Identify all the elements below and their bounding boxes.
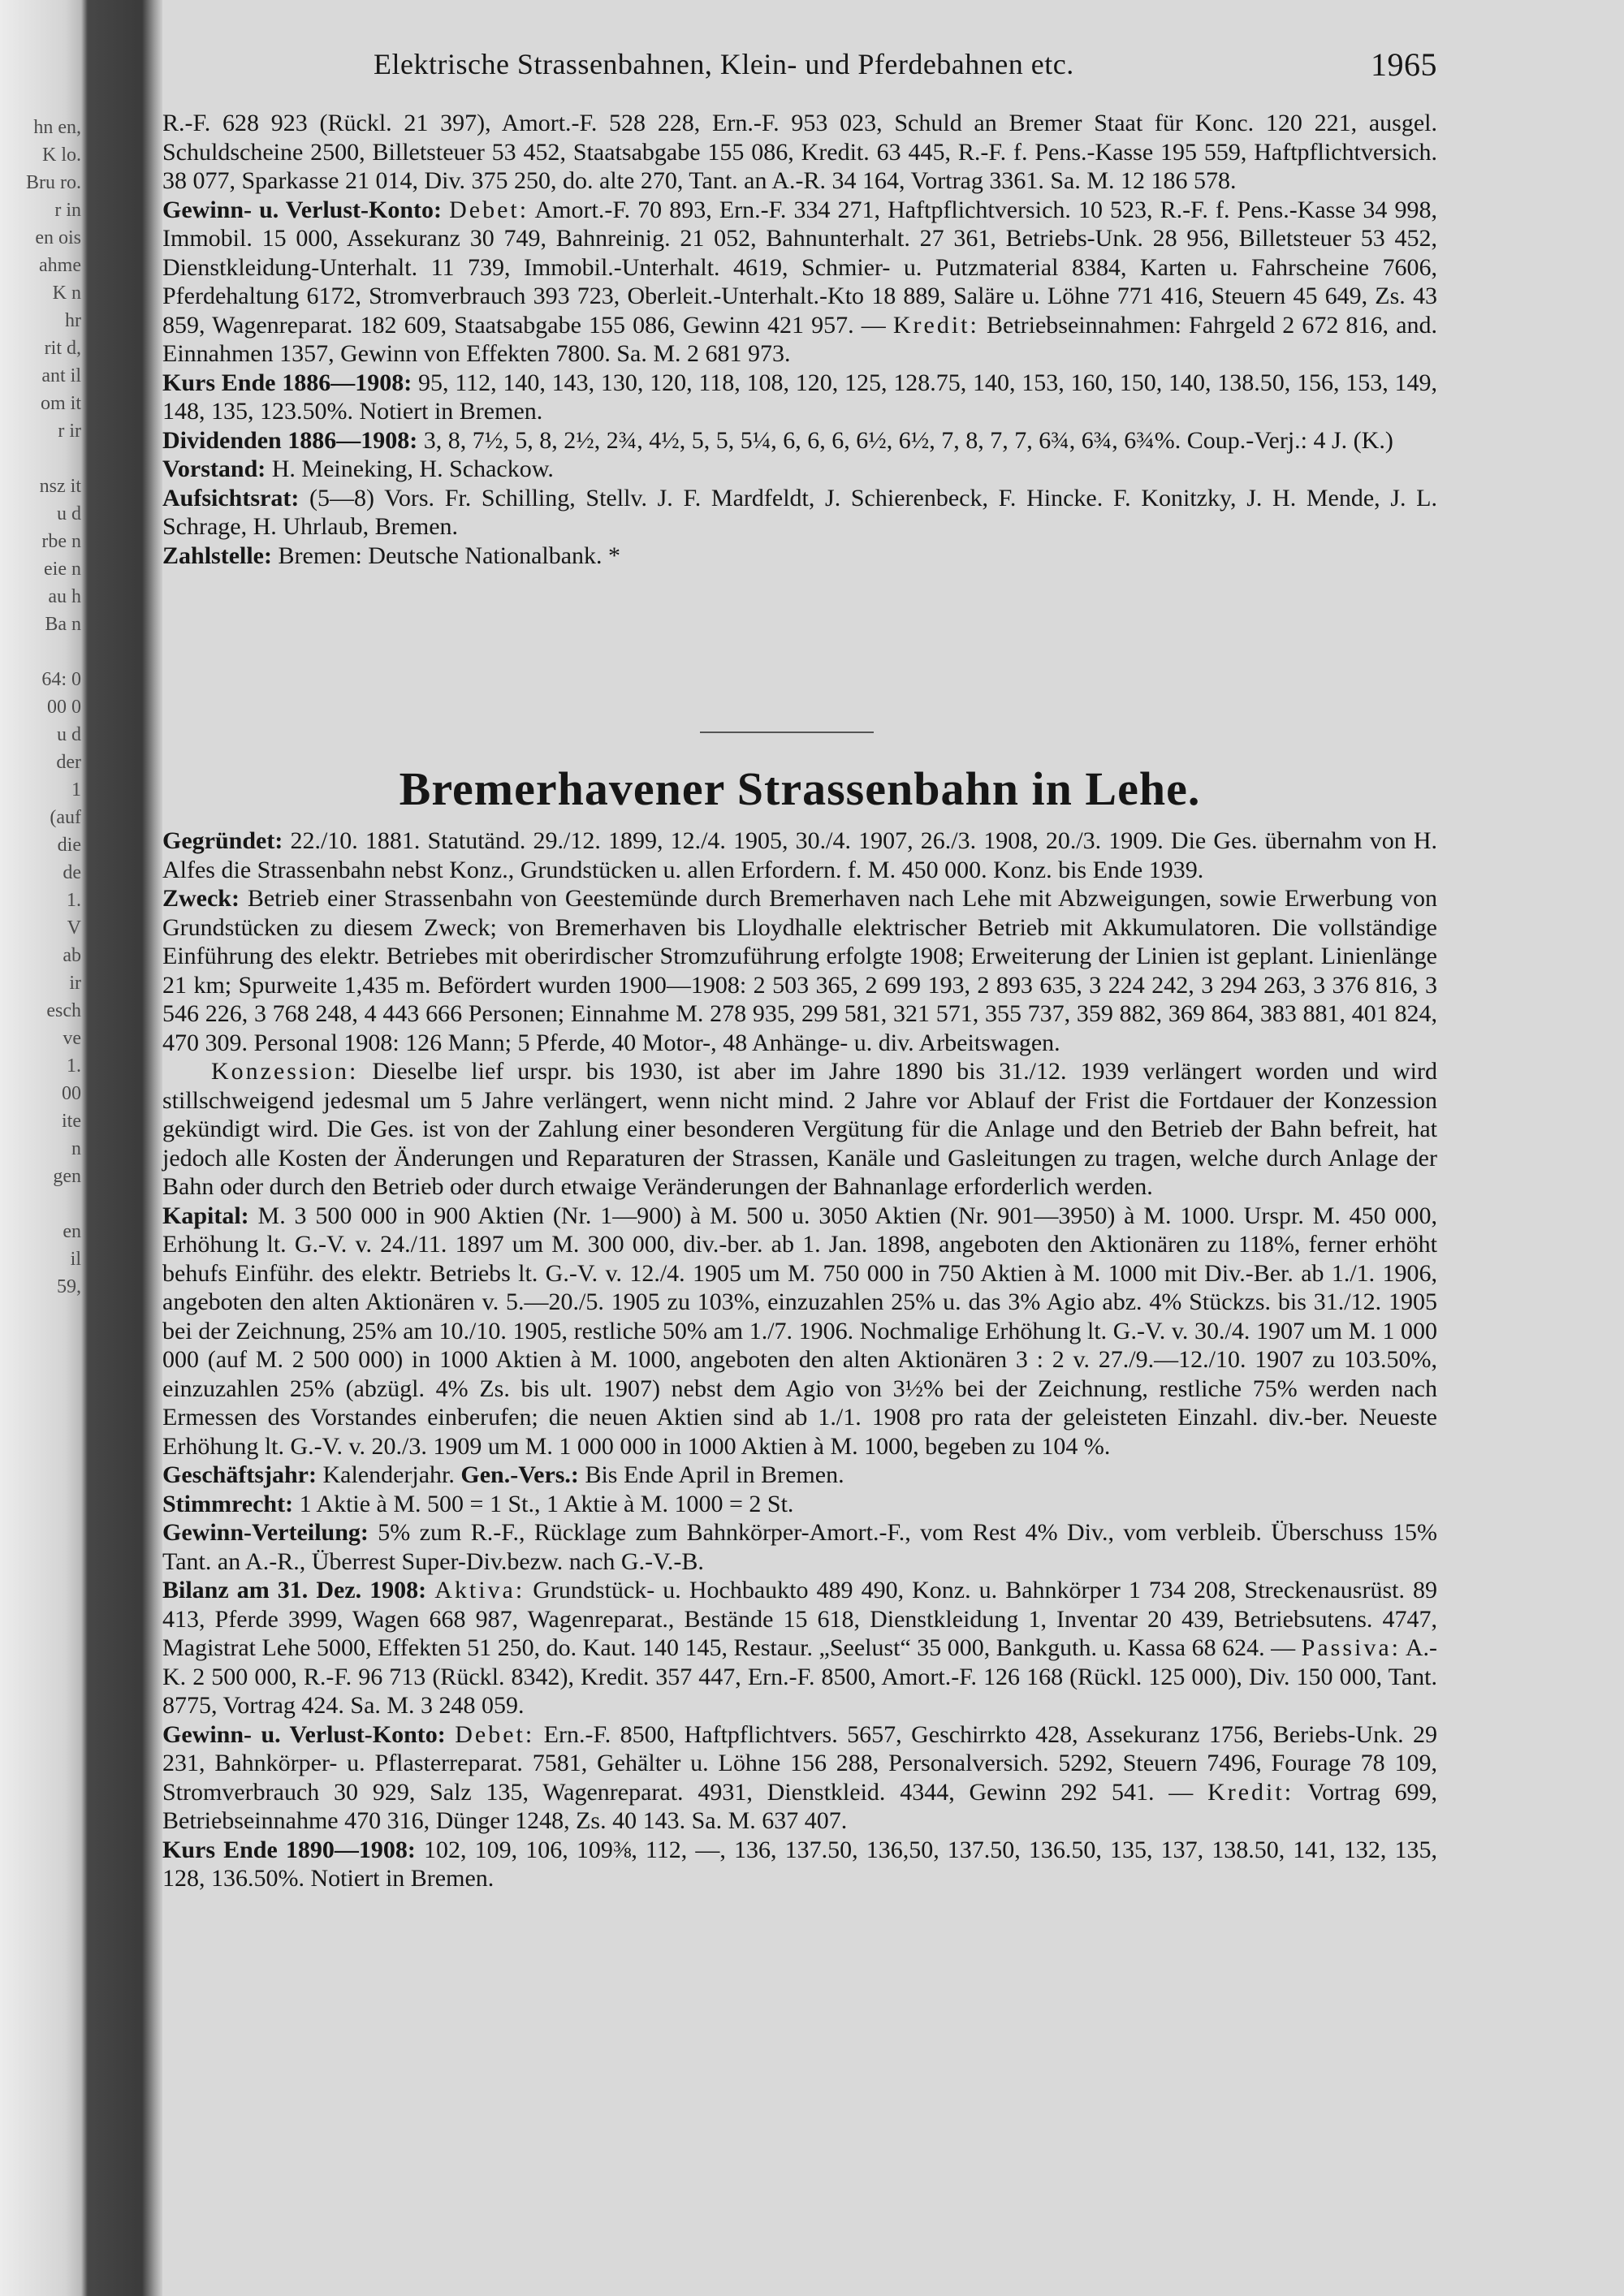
guv-debet-label: Debet:: [455, 1720, 535, 1748]
aktiva-label: Aktiva:: [434, 1577, 525, 1603]
spine-fragment: [0, 638, 81, 666]
profit-loss-label: Gewinn- u. Verlust-Konto:: [162, 196, 443, 223]
spine-fragment: rbe n: [41, 531, 81, 552]
spine-fragment: 00: [62, 1083, 81, 1104]
kurs: [162, 1836, 1437, 1893]
gegruendet-label: Gegründet:: [162, 827, 283, 854]
konzession-text: Dieselbe lief urspr. bis 1930, ist aber im Jahre 1890 bis 31./12. 1939 verlängert worden und wird stillschweigend jedesmal um 5 Jahre verlängert, wenn nicht mind. 2 Jahre vor Ablauf der Frist die Fortdauer der Konzession gekündigt wird. Die Ges. ist von der Zahlung einer besonderen Vergütung für die Anlage und den Betrieb der Bahn befreit, hat jedoch alle Kosten der Änderungen und Reparaturen der Strassen, Kanäle und Gasleitungen zu tragen, welche durch Anlage der Bahn oder durch den Betrieb oder durch etwaige Veränderungen der Bahnanlage erforderlich werden.: [162, 1058, 1438, 1200]
facing-page-fragments: [0, 114, 81, 1301]
spine-fragment: die: [57, 835, 81, 856]
spine-fragment: der: [56, 752, 81, 773]
konzession: [162, 1057, 1437, 1202]
spine-fragment: [0, 1190, 81, 1218]
spine-fragment: rit d,: [44, 338, 81, 359]
stimmrecht-label: Stimmrecht:: [162, 1490, 294, 1517]
spine-fragment: de: [63, 862, 81, 883]
spine-fragment: u d: [57, 724, 81, 745]
company-entry: [162, 826, 1437, 1893]
vorstand-previous: [162, 455, 1437, 484]
company-heading: Bremerhavener Strassenbahn in Lehe.: [399, 762, 1201, 815]
bilanz: [162, 1576, 1437, 1720]
passiva-label: Passiva:: [1301, 1634, 1401, 1661]
geschaeftsjahr: [162, 1461, 1437, 1490]
stimmrecht-text: 1 Aktie à M. 500 = 1 St., 1 Aktie à M. 1000 = 2 St.: [299, 1490, 794, 1517]
spine-fragment: (auf: [50, 807, 81, 828]
spine-fragment: 64: 0: [41, 669, 81, 690]
passiva-text: A.-K. 2 500 000, R.-F. 96 713 (Rückl. 8342), Kredit. 357 447, Ern.-F. 8500, Amort.-F. 126 168 (Rückl. 125 000), Div. 150 000, Tant. 8775, Vortrag 424. Sa. M. 3 248 059.: [162, 1634, 1438, 1719]
gewinn-verlust-label: Gewinn- u. Verlust-Konto:: [162, 1720, 446, 1748]
dividenden-label: Dividenden 1886—1908:: [162, 426, 418, 454]
spine-fragment: r in: [54, 200, 81, 221]
kurs-text-company: 102, 109, 106, 109⅜, 112, —, 136, 137.50, 136,50, 137.50, 136.50, 135, 137, 138.50, 141, 132, 135, 128, 136.50%. Notiert in Bremen.: [162, 1836, 1438, 1892]
spine-fragment: r ir: [58, 421, 81, 442]
debet-text: Amort.-F. 70 893, Ern.-F. 334 271, Haftpflichtversich. 10 523, R.-F. f. Pens.-Kasse 34 998, Immobil. 15 000, Assekuranz 30 749, Bahnreinig. 21 052, Bahnunterhalt. 27 361, Betriebs-Unk. 28 956, Billetsteuer 53 452, Dienstkleidung-Unterhalt. 11 739, Immobil.-Unterhalt. 4619, Schmier- u. Putzmaterial 8384, Karten u. Fahrscheine 7606, Pferdehaltung 6172, Stromverbrauch 393 723, Oberleit.-Unterhalt.-Kto 18 889, Saläre u. Löhne 771 416, Steuern 45 649, Zs. 43 859, Wagenreparat. 182 609, Staatsabgabe 155 086, Gewinn 421 957. —: [162, 196, 1437, 339]
gegruendet: [162, 826, 1437, 884]
spine-fragment: V: [67, 917, 81, 939]
spine-fragment: ahme: [39, 255, 81, 276]
header-title: Elektrische Strassenbahnen, Klein- und Pferdebahnen etc.: [374, 48, 1074, 80]
aufsichtsrat-previous: [162, 484, 1437, 542]
gewinn-verlust: [162, 1720, 1437, 1836]
spine-fragment: il: [70, 1249, 81, 1270]
kapital-label: Kapital:: [162, 1202, 249, 1229]
zweck: [162, 884, 1437, 1057]
spine-fragment: [0, 445, 81, 473]
spine-fragment: ve: [63, 1028, 81, 1049]
gen-vers-label: Gen.-Vers.:: [460, 1461, 579, 1488]
balance-continuation: R.-F. 628 923 (Rückl. 21 397), Amort.-F. 528 228, Ern.-F. 953 023, Schuld an Bremer Staat für Konc. 120 221, ausgel. Schuldscheine 2500, Billetsteuer 53 452, Staatsabgabe 155 086, Kredit. 63 445, R.-F. f. Pens.-Kasse 195 559, Haftpflichtversich. 38 077, Sparkasse 21 014, Div. 375 250, do. alte 270, Tant. an A.-R. 34 164, Vortrag 3361. Sa. M. 12 186 578.: [162, 110, 1437, 194]
spine-fragment: au h: [48, 586, 81, 607]
spine-fragment: eie n: [44, 559, 81, 580]
page-number: 1965: [1371, 46, 1437, 83]
zahlstelle-label: Zahlstelle:: [162, 542, 272, 569]
gen-vers-text: Bis Ende April in Bremen.: [585, 1461, 844, 1488]
spine-fragment: en: [63, 1221, 81, 1242]
debet-label: Debet:: [449, 196, 529, 223]
kapital-text: M. 3 500 000 in 900 Aktien (Nr. 1—900) à M. 500 u. 3050 Aktien (Nr. 901—3950) à M. 1000. Urspr. M. 450 000, Erhöhung lt. G.-V. v. 24./11. 1897 um M. 300 000, div.-ber. ab 1. Jan. 1898, angeboten den Aktionären zu 118%, ferner erhöht behufs Einführ. des elektr. Betriebs lt. G.-V. v. 12./4. 1905 um M. 750 000 in 750 Aktien à M. 1000 mit Div.-Ber. ab 1./1. 1906, angeboten den alten Aktionären v. 5.—20./5. 1905 zu 103%, einzuzahlen 25% u. das 3% Agio abz. 4% Stückzs. bis 31./12. 1905 bei der Zeichnung, 25% am 10./10. 1905, restliche 50% am 1./7. 1906. Nochmalige Erhöhung lt. G.-V. v. 30./4. 1907 um M. 1 000 000 (auf M. 2 500 000) in 1000 Aktien à M. 1000, angeboten den alten Aktionären 3 : 2 v. 27./9.—12./10. 1907 zu 103.50%, einzuzahlen 25% (abzügl. 4% Zs. bis ult. 1907) nebst dem Agio von 3½% bei der Zeichnung, restliche 75% werden nach Ermessen des Vorstandes einberufen; die neuen Aktien sind ab 1./1. 1908 pro rata der geleisteten Einzahl. div.-ber. Neueste Erhöhung lt. G.-V. v. 20./3. 1909 um M. 1 000 000 in 1000 Aktien à M. 1000, begeben zu 104 %.: [162, 1202, 1438, 1460]
spine-fragment: K lo.: [42, 145, 81, 166]
spine-fragment: 1.: [67, 890, 81, 911]
vorstand-label: Vorstand:: [162, 455, 266, 482]
zahlstelle-text: Bremen: Deutsche Nationalbank. *: [278, 542, 621, 569]
profit-loss-previous: [162, 196, 1437, 369]
spine-fragment: nsz it: [39, 476, 81, 497]
spine-fragment: hn en,: [33, 117, 81, 138]
kurs-text: 95, 112, 140, 143, 130, 120, 118, 108, 120, 125, 128.75, 140, 153, 160, 150, 140, 138.50, 156, 153, 149, 148, 135, 123.50%. Notiert in Bremen.: [162, 369, 1438, 425]
gewinn-verteilung: [162, 1518, 1437, 1576]
book-spine: [0, 0, 162, 2296]
kurs-label: Kurs Ende 1886—1908:: [162, 369, 412, 396]
spine-fragment: 59,: [57, 1276, 81, 1297]
spine-fragment: en ois: [35, 227, 81, 248]
spine-fragment: u d: [57, 503, 81, 524]
kredit-text: Betriebseinnahmen: Fahrgeld 2 672 816, and. Einnahmen 1357, Gewinn von Effekten 7800. Sa. M. 2 681 973.: [162, 311, 1438, 367]
spine-fragment: esch: [46, 1000, 81, 1021]
guv-kredit-label: Kredit:: [1207, 1778, 1294, 1806]
gewinn-verteilung-label: Gewinn-Verteilung:: [162, 1519, 369, 1546]
gegruendet-text: 22./10. 1881. Statutänd. 29./12. 1899, 12./4. 1905, 30./4. 1907, 26./3. 1908, 20./3. 1909. Die Ges. übernahm von H. Alfes die Strassenbahn nebst Konz., Grundstücken u. allen Erfordern. f. M. 450 000. Konz. bis Ende 1939.: [162, 827, 1437, 883]
aufsichtsrat-label: Aufsichtsrat:: [162, 484, 300, 511]
guv-kredit-text: Vortrag 699, Betriebseinnahme 470 316, Dünger 1248, Zs. 40 143. Sa. M. 637 407.: [162, 1778, 1437, 1834]
vorstand-text: H. Meineking, H. Schackow.: [271, 455, 554, 482]
spine-fragment: 1.: [67, 1055, 81, 1077]
spine-fragment: gen: [53, 1166, 81, 1187]
spine-fragment: ite: [62, 1111, 81, 1132]
kapital: [162, 1202, 1437, 1461]
zweck-text: Betrieb einer Strassenbahn von Geestemünde durch Bremerhaven nach Lehe mit Abzweigungen, sowie Erwerbung von Grundstücken zu diesem Zweck; von Bremerhaven bis Lloydhalle elektrischer Betrieb mit Akkumulatoren. Die vollständige Einführung des elektr. Betriebes mit oberirdischer Stromzuführung erfolgte 1908; Erweiterung der Linien ist geplant. Linienlänge 21 km; Spurweite 1,435 m. Befördert wurden 1900—1908: 2 503 365, 2 699 193, 2 893 635, 3 224 242, 3 294 263, 3 376 816, 3 546 226, 3 768 248, 4 443 666 Personen; Einnahme M. 278 935, 299 581, 321 571, 355 737, 359 882, 369 864, 383 881, 401 824, 470 309. Personal 1908: 126 Mann; 5 Pferde, 40 Motor-, 48 Anhänge- u. div. Arbeitswagen.: [162, 885, 1437, 1056]
zahlstelle-previous: [162, 542, 1437, 571]
geschaeftsjahr-text: Kalenderjahr.: [322, 1461, 455, 1488]
dividenden-previous: [162, 426, 1437, 455]
spine-fragment: n: [71, 1138, 81, 1159]
spine-fragment: 00 0: [47, 697, 81, 718]
spine-fragment: ant il: [41, 365, 81, 386]
running-header: [211, 47, 1437, 84]
spine-fragment: om it: [40, 393, 81, 414]
aktiva-text: Grundstück- u. Hochbaukto 489 490, Konz. u. Bahnkörper 1 734 208, Streckenausrüst. 89 413, Pferde 3999, Wagen 668 987, Wagenreparat., Bestände 15 618, Dienstkleidung 1, Inventar 20 439, Betriebsutens. 4747, Magistrat Lehe 5000, Effekten 51 250, do. Kaut. 140 145, Restaur. „Seelust“ 35 000, Bankguth. u. Kassa 68 624. —: [162, 1577, 1438, 1661]
section-divider: [700, 732, 874, 733]
previous-entry-continuation: [162, 109, 1437, 570]
spine-fragment: 1: [71, 779, 81, 801]
konzession-label: Konzession:: [211, 1058, 359, 1085]
spine-fragment: Ba n: [45, 614, 81, 635]
gewinn-verteilung-text: 5% zum R.-F., Rücklage zum Bahnkörper-Amort.-F., vom Rest 4% Div., vom verbleib. Überschuss 15% Tant. an A.-R., Überrest Super-Div.bezw. nach G.-V.-B.: [162, 1519, 1438, 1575]
spine-fragment: Bru ro.: [26, 172, 81, 193]
stimmrecht: [162, 1490, 1437, 1519]
spine-fragment: K n: [52, 283, 81, 304]
spine-fragment: ab: [63, 945, 81, 966]
geschaeftsjahr-label: Geschäftsjahr:: [162, 1461, 317, 1488]
aufsichtsrat-text: (5—8) Vors. Fr. Schilling, Stellv. J. F. Mardfeldt, J. Schierenbeck, F. Hincke. F. Konitzky, J. H. Mende, J. L. Schrage, H. Uhrlaub, Bremen.: [162, 484, 1437, 540]
bilanz-label: Bilanz am 31. Dez. 1908:: [162, 1577, 427, 1603]
dividenden-text: 3, 8, 7½, 5, 8, 2½, 2¾, 4½, 5, 5, 5¼, 6, 6, 6, 6½, 6½, 7, 8, 7, 7, 6¾, 6¾, 6¾%. Coup.-Verj.: 4 J. (K.): [423, 426, 1393, 454]
kredit-label: Kredit:: [892, 311, 979, 339]
kurs-previous: [162, 369, 1437, 426]
spine-fragment: ir: [69, 973, 81, 994]
kurs-label-company: Kurs Ende 1890—1908:: [162, 1836, 416, 1863]
zweck-label: Zweck:: [162, 885, 240, 912]
guv-debet-text: Ern.-F. 8500, Haftpflichtvers. 5657, Geschirrkto 428, Assekuranz 1756, Beriebs-Unk. 29 231, Bahnkörper- u. Pflasterreparat. 7581, Gehälter u. Löhne 156 288, Personalversich. 5292, Steuern 7496, Fourage 78 109, Stromverbrauch 30 929, Salz 135, Wagenreparat. 4931, Dienstkleid. 4344, Gewinn 292 541. —: [162, 1720, 1438, 1806]
spine-fragment: hr: [65, 310, 81, 331]
